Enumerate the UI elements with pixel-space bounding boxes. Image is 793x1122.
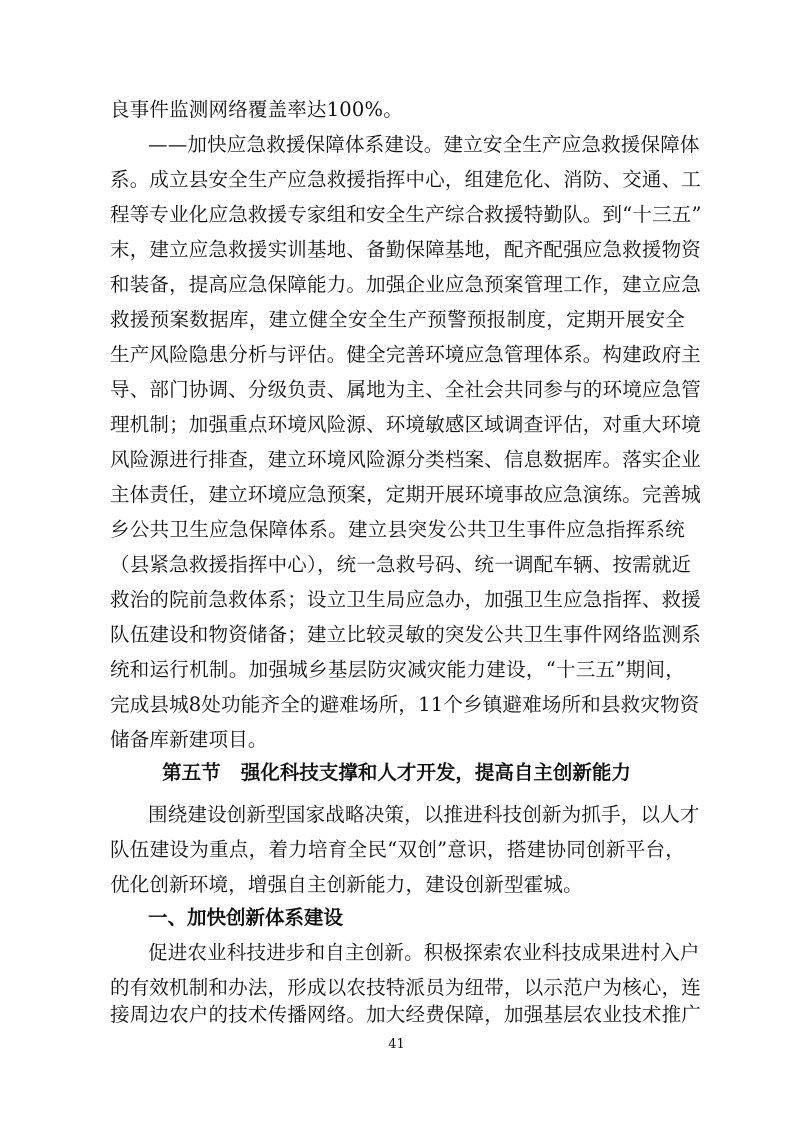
paragraph-line: 队伍建设和物资储备；建立比较灵敏的突发公共卫生事件网络监测系: [110, 623, 702, 646]
paragraph-line: 促进农业科技进步和自主创新。积极探索农业科技成果进村入户: [148, 941, 700, 964]
paragraph-line: 的有效机制和办法，形成以农技特派员为纽带，以示范户为核心，连: [110, 976, 702, 999]
paragraph-line: 完成县城8处功能齐全的避难场所，11个乡镇避难场所和县救灾物资: [110, 693, 700, 716]
paragraph-line: 接周边农户的技术传播网络。加大经费保障，加强基层农业技术推广: [110, 1003, 702, 1026]
paragraph-line: 导、部门协调、分级负责、属地为主、全社会共同参与的环境应急管: [110, 378, 702, 401]
paragraph-line: 和装备，提高应急保障能力。加强企业应急预案管理工作，建立应急: [110, 273, 702, 296]
paragraph-line: 救援预案数据库，建立健全安全生产预警预报制度，定期开展安全: [110, 308, 685, 331]
paragraph-line: ——加快应急救援保障体系建设。建立安全生产应急救援保障体: [148, 133, 700, 156]
paragraph-line: （县紧急救援指挥中心），统一急救号码、统一调配车辆、按需就近: [110, 553, 692, 576]
paragraph-line: 程等专业化应急救援专家组和安全生产综合救援特勤队。到“十三五”: [110, 203, 702, 226]
section-heading: 第五节 强化科技支撑和人才开发，提高自主创新能力: [162, 761, 631, 784]
page-number: 41: [388, 1037, 405, 1052]
paragraph-line: 主体责任，建立环境应急预案，定期开展环境事故应急演练。完善城: [110, 483, 702, 506]
paragraph-line: 良事件监测网络覆盖率达100%。: [110, 98, 403, 121]
paragraph-line: 围绕建设创新型国家战略决策，以推进科技创新为抓手，以人才: [148, 803, 700, 826]
paragraph-line: 统和运行机制。加强城乡基层防灾减灾能力建设，“十三五”期间，: [110, 658, 685, 681]
paragraph-line: 末，建立应急救援实训基地、备勤保障基地，配齐配强应急救援物资: [110, 238, 702, 261]
paragraph-line: 救治的院前急救体系；设立卫生局应急办，加强卫生应急指挥、救援: [110, 588, 702, 611]
paragraph-line: 储备库新建项目。: [110, 728, 268, 751]
paragraph-line: 优化创新环境，增强自主创新能力，建设创新型霍城。: [110, 873, 583, 896]
paragraph-line: 理机制；加强重点环境风险源、环境敏感区域调查评估，对重大环境: [110, 413, 702, 436]
paragraph-line: 系。成立县安全生产应急救援指挥中心，组建危化、消防、交通、工: [110, 168, 702, 191]
paragraph-line: 乡公共卫生应急保障体系。建立县突发公共卫生事件应急指挥系统: [110, 518, 685, 541]
paragraph-line: 生产风险隐患分析与评估。健全完善环境应急管理体系。构建政府主: [110, 343, 702, 366]
paragraph-line: 风险源进行排查，建立环境风险源分类档案、信息数据库。落实企业: [110, 448, 702, 471]
subsection-heading: 一、加快创新体系建设: [148, 906, 344, 929]
paragraph-line: 队伍建设为重点，着力培育全民“双创”意识，搭建协同创新平台，: [110, 838, 685, 861]
